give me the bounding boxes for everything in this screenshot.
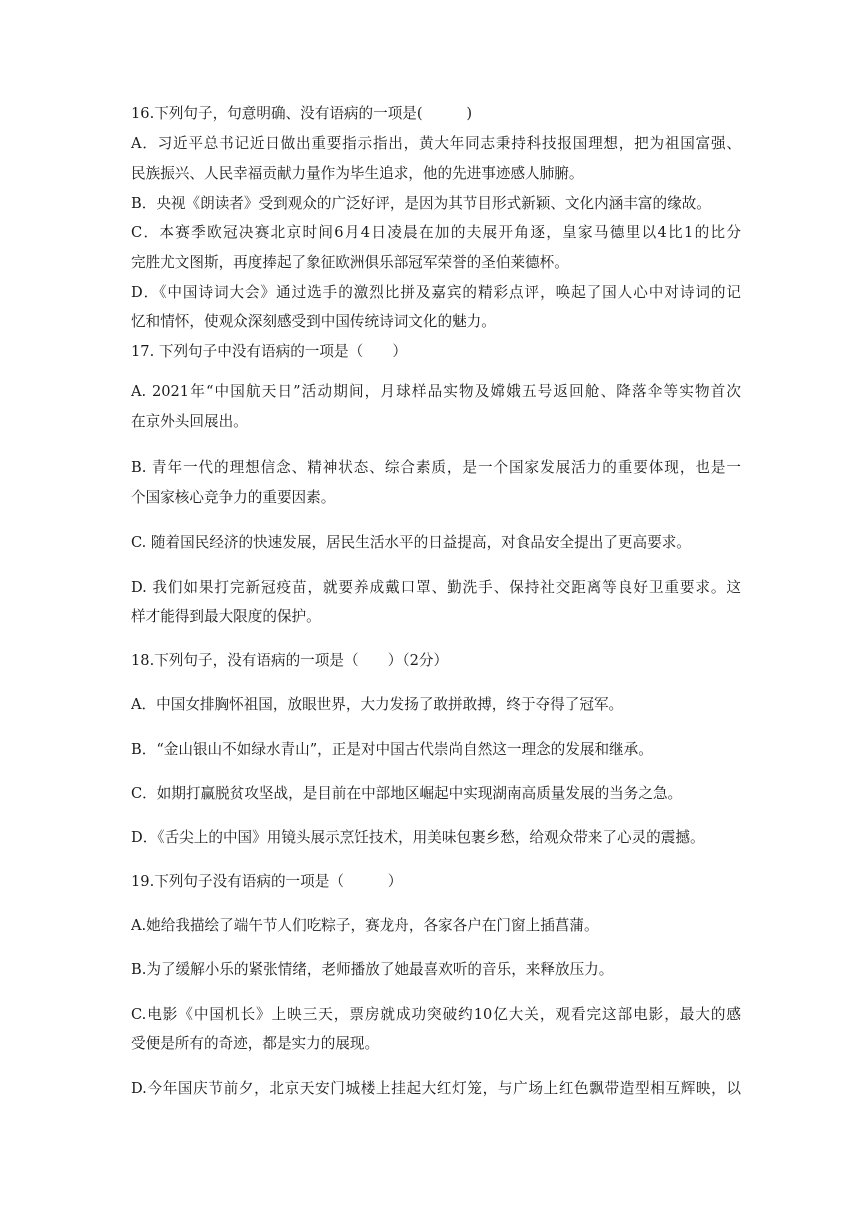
q18-option-a: A．中国女排胸怀祖国，放眼世界，大力发扬了敢拼敢搏，终于夺得了冠军。 [131, 696, 624, 713]
q17-option-b-line1: B. 青年一代的理想信念、精神状态、综合素质，是一个国家发展活力的重要体现，也是一 [131, 459, 741, 476]
q18-option-d: D．《舌尖上的中国》用镜头展示烹饪技术，用美味包裹乡愁，给观众带来了心灵的震撼。 [131, 829, 705, 846]
q16-option-a-line1: A．习近平总书记近日做出重要指示指出，黄大年同志秉持科技报国理想，把为祖国富强、 [131, 135, 741, 152]
q17-option-a-line2: 在京外头回展出。 [131, 413, 248, 430]
q19-option-c-line2: 受便是所有的奇迹，都是实力的展现。 [131, 1035, 380, 1052]
q17-option-d-line2: 样才能得到最大限度的保护。 [131, 608, 321, 625]
q16-option-b: B．央视《朗读者》受到观众的广泛好评，是因为其节目形式新颖、文化内涵丰富的缘故。 [131, 195, 711, 212]
q19-option-d-line1: D.今年国庆节前夕，北京天安门城楼上挂起大红灯笼，与广场上红色飘带造型相互辉映，以 [131, 1080, 741, 1097]
q17-option-b-line2: 个国家核心竞争力的重要因素。 [131, 489, 336, 506]
q19-option-b: B.为了缓解小乐的紧张情绪，老师播放了她最喜欢听的音乐，来释放压力。 [131, 961, 614, 978]
q18-stem-pre: 18.下列句子， [131, 652, 228, 669]
q17-stem: 17. 下列句子中没有语病的一项是（ ） [131, 343, 407, 360]
q18-option-b: B．“金山银山不如绿水青山”，正是对中国古代崇尚自然这一理念的发展和继承。 [131, 741, 653, 758]
q16-option-c-line1: C．本赛季欧冠决赛北京时间6月4日凌晨在加的夫展开角逐，皇家马德里以4比1的比分 [131, 224, 741, 241]
q19-option-a: A.她给我描绘了端午节人们吃粽子，赛龙舟，各家各户在门窗上插菖蒲。 [131, 917, 599, 934]
q17-option-a-line1: A. 2021年“中国航天日”活动期间，月球样品实物及嫦娥五号返回舱、降落伞等实物首次 [131, 383, 741, 400]
q17-option-c: C. 随着国民经济的快速发展，居民生活水平的日益提高，对食品安全提出了更高要求。 [131, 534, 691, 551]
q17-option-d-line1: D. 我们如果打完新冠疫苗，就要养成戴口罩、勤洗手、保持社交距离等良好卫重要求。这 [131, 579, 741, 596]
q18-stem [131, 651, 741, 671]
q16-option-a-line2: 民族振兴、人民幸福贡献力量作为毕生追求，他的先进事迹感人肺腑。 [131, 165, 584, 182]
q18-option-c: C．如期打赢脱贫攻坚战，是目前在中部地区崛起中实现湖南高质量发展的当务之急。 [131, 785, 683, 802]
q18-stem-post: 有语病的一项是（ ）（2分） [241, 652, 449, 669]
q16-option-d-line1: D．《中国诗词大会》通过选手的激烈比拼及嘉宾的精彩点评，唤起了国人心中对诗词的记 [131, 284, 741, 301]
q19-option-c-line1: C.电影《中国机长》上映三天，票房就成功突破约10亿大关，观看完这部电影，最大的感 [131, 1006, 741, 1023]
q19-stem: 19.下列句子没有语病的一项是（ ） [131, 873, 403, 890]
q16-stem: 16.下列句子，句意明确、没有语病的一项是( ) [131, 105, 473, 122]
q18-stem-emphasis: 没 [227, 652, 242, 669]
q16-option-c-line2: 完胜尤文图斯，再度捧起了象征欧洲俱乐部冠军荣誉的圣伯莱德杯。 [131, 254, 569, 271]
q16-option-d-line2: 忆和情怀，使观众深刻感受到中国传统诗词文化的魅力。 [131, 313, 496, 330]
